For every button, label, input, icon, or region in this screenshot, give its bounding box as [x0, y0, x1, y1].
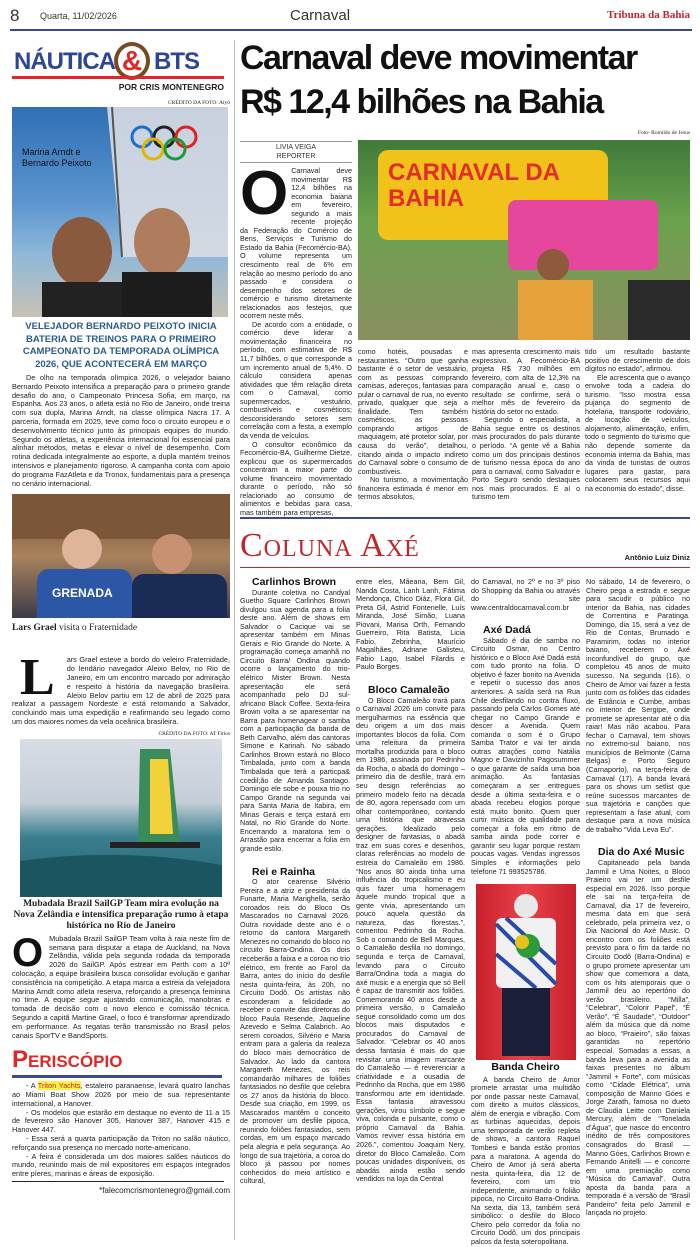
section-rule — [12, 1075, 222, 1078]
photo-credit: CRÉDITO DA FOTO: Aiyô — [168, 100, 230, 106]
caption-text: visita o Fraternidade — [56, 623, 138, 634]
note-text: , estaleiro paranaense, levará quatro lanchas ao Miami Boat Show 2026 por meio de sua representante internacional, a Hanover. — [12, 1081, 230, 1108]
photo-label: Marina Arndt e Bernardo Peixoto — [22, 147, 92, 168]
ship-wheel-icon — [114, 42, 150, 80]
nautica-column — [12, 38, 230, 1196]
drop-cap: O — [240, 159, 289, 228]
edition-date: Quarta, 11/02/2026 — [40, 11, 117, 21]
photo-caption — [12, 623, 230, 634]
paragraph: O Bloco Camaleão trará para o Carnaval 2026 um convite para mergulharmos na essência que deu origem a um dos mais importantes blocos da folia. Com uma releitura da primeira mortalha produzida para o bloco em 1986, assinada por Pedrinho da Rocha, o abadá do domingo – primeiro dia de desfile, trará em seu design referências ao primeiro modelo feito na década de 80, agora repensado com um olhar contemporâneo, contando uma história que atravessa gerações. Idealizado pelo designer de fantasias, o abadá traz em suas cores e desenhos, claras referências ao modelo de estreia do Camaleão em 1986. “Nos anos 80 ainda tinha uma influência do tropicalismo e eu quis fazer uma homenagem àquele mundo tropical que a gente vivia, apresentando um pouco aquela questão da natureza, das florestas.”, comentou Pedrinho da Rocha. Sob o comando de Bell Marques, o Camaleão desfila no domingo, segunda e terça de Carnaval, levando para o Circuito Barra/Ondina toda a magia do axé music e a energia que só Bell é capaz de transmitir aos foliões. Comemorando 40 anos desde a primeira versão, o Camaleão segue consolidado como um dos blocos mais disputados e procurados do Carnaval de Salvador. “Celebrar os 40 anos dessa fantasia é mais do que revisitar uma imagem marcante do Camaleão — é reverenciar a criatividade e a ousadia de Pedrinho da Rocha, que em 1986 transformou arte em identidade. Essa fantasia atravessou gerações, virou símbolo e segue viva, colorida e pulsante, como o próprio Carnaval da Bahia. Vamos reviver essa história em 2026.”, comentou Joaquim Nery, diretor do Bloco Camaleão. Com poucas unidades disponíveis, os abadás ainda estão sendo vendidos na loja da Central — [356, 695, 465, 1184]
header-rule — [10, 29, 692, 31]
note-item: - Essa será a quarta participação da Triton no salão náutico, reforçando sua presença no mercado norte-americano. — [12, 1134, 230, 1152]
sailgp-boat-photo — [20, 739, 222, 897]
paragraph: Durante coletiva no Candyal Guetho Square Carlinhos Brown divulgou sua agenda para a folia deste ano. Além de shows em Salvador o Cacique vai se apresentar também em Minas Gerais e Rio Grande do Norte. A programação começa amanhã no Circuito Barra/ Ondina quando ocorre o lançamento do trio-elétrico Mister Brown. Nesta apresentação ele será acompanhado pelo DJ sul-africano Black Coffee. Sexta-feira Brown volta a se aparesentar na Barra para homenagear o samba com a participação da banda de Beth Carvalho, além das cantoras Simone e Karinah. No sábado Carlinhos Brown estará no Bloco Timbalada, junto com a banda Timbalada que terá a particpa& ccedil;ão de Amanda Santiago. Domingo ele sobe e pouxa trio no Campo Grande na segunda vai para Santa Maria de Itabira, em Minas Gerais e terça estará em Natal, no Rio Grande do Norte. Encerrando a maratona tem o Arrastão para encerrar a folia em grande estilo. — [240, 587, 350, 853]
paragraph: do Carnaval, no 2º e no 3º piso do Shopping da Bahia ou através do site www.centraldocarnaval.com.br — [471, 577, 580, 612]
sail-graphic — [12, 107, 228, 317]
photo-credit: Foto- Romildo de Jesus — [637, 130, 690, 136]
headline-line: R$ 12,4 bilhões na Bahia — [240, 83, 603, 121]
subheading: Bloco Camaleão — [368, 684, 450, 697]
section-title: Carnaval — [290, 7, 351, 24]
lars-grael-photo — [12, 494, 230, 618]
paragraph: O ator cearense Silvério Pereira e a atriz e presidenta da Funarte, Maria Marighella, serão coroados reis do Bloco Os Mascarados no Carnaval 2026. Outra novidade deste ano é o retorno da cantora Margareth Menezes no comando do bloco no circuito Barra-Ondina. Os dois receberão a faixa e a coroa no trio elétrico, em frente ao Farol da Barra, antes do início do desfile nesta quinta-feira, às 20h, no Circuito Dodô. Os artistas não esconderam a felicidade ao receber o convite das diretoras do bloco Paula Resende, Jaqueline Azevedo e Selma Calabrich. Ao serem coroados, Silvério e Maria entram para a galeria da realeza do bloco mais democrático de Salvador. Ao lado da cantora Margareth Menezes, os reis comandarão milhares de foliões fantasiados no desfile que celebra os 27 anos da história do bloco. Desde sua criação, em 1999, os Mascarados mantêm o conceito de promover um desfile pipoca, reunindo foliões fantasiados, sem cordas, em um espaço marcado pela alegria e pela segurança. Ao longo de sua trajetória, a coroa do bloco já passou por nomes conhecidos do meio artístico e cultural, — [240, 877, 350, 1186]
note-item: - Os modelos que estarão em destaque no evento de 11 a 15 de fevereiro são Hanover 305, Hanover 387, Hanover 415 e Hanover 447. — [12, 1107, 230, 1135]
paragraph: Carnaval deve movimentar R$ 12,4 bilhões na economia baiana em fevereiro, segundo a mais recente projeção da Federação do Comércio de Bens, Serviços e Turismo do Estado da Bahia (Fecomércio-BA). O volume representa um crescimento real de 6% em relação ao mesmo período do ano passado e considera o desempenho dos setores de comércio e turismo diretamente relacionados aos festejos, que ocorrem neste mês. — [240, 166, 352, 321]
costume-graphic — [476, 884, 576, 1060]
boat-graphic — [20, 739, 222, 897]
title-rule — [240, 567, 690, 568]
drop-cap: O — [12, 930, 44, 975]
paragraph: Sábado é dia de samba no Circuito Osmar, no Centro histórico e o Bloco Axé Dadá está com tudo pronto na folia. O objetivo é fazer bonito na Avenida e repetir o sucesso dos anos anteriores. A saída será na Rua Chile desfilando no contra fluxo, passando pela Carlos Gomes até chegar no Campo Grande e descer a Avenida. Quem comanda o som é o Grupo Samba Trator e vai ter ainda outras atrações como Natália Magno e Davizinho Pagosummer o que garante de saída uma boa animação. As fantasias começaram a ser entregues desde a última sexta-feira e o abada recebeu elogios porque está muito bonito. Quem quer curtir música de qualidade para começar a folia em ritmo de samba ainda pode correr e garantir seu lugar porque restam poucas vagas. Vendas ingressos Simples e informações pelo telefone 71 993525786. — [471, 635, 580, 876]
column-divider — [234, 40, 235, 1240]
column-author: Antônio Luiz Diniz — [624, 553, 690, 562]
photo-sign-text: CARNAVAL DA BAHIA — [388, 159, 560, 212]
sailors-photo — [12, 107, 228, 317]
paragraph: O consultor econômico da Fecomércio-BA, Guilherme Dietze, explicou que os supermercados concentram a maior parte do volume financeiro movimentado durante o período, não só relacionado ao consumo de alimentos e bebidas para casa, mas também para empresas, — [240, 439, 352, 517]
contact-email[interactable]: *falecomcrismontenegro@gmail.com — [99, 1186, 230, 1196]
note-prefix: - A — [26, 1081, 38, 1091]
paragraph: entre eles, Mãeana, Bem Gil, Nanda Costa, Lanh Lanh, Fátima Mendonça, Chico Diáz, Flora Gil, Preta Gil, Astrid Fontenelle, Luís Miranda, José Simão, Luana Piovani, Marisa Orth, Fernando Guerreiro, Rita Batista, Licia Fabio, Zebrinha, Maurício Magalhães, Adriane Galisteu, Fabio Lago, Isabel Filardis e Paulo Borges. — [356, 577, 465, 672]
axe-column-2 — [356, 578, 465, 1184]
author-role: REPORTER — [276, 153, 316, 160]
article-body — [12, 649, 230, 726]
logo-left: NÁUTICA — [14, 48, 115, 75]
subheading: Axé Dadá — [483, 624, 531, 637]
article-headline: VELEJADOR BERNARDO PEIXOTO INICIA BATERIA DE TREINOS PARA O PRIMEIRO CAMPEONATO DA TEMPORADA OLÍMPICA 2026, QUE ACONTECERÁ EM MARÇO — [22, 321, 220, 370]
shirt-text: GRENADA — [52, 586, 113, 601]
main-headline — [240, 36, 692, 124]
article-column-3 — [472, 348, 580, 502]
page-number: 8 — [10, 6, 20, 25]
author-name: LIVIA VEIGA — [275, 144, 317, 151]
paragraph: tido um resultado bastante positivo de crescimento de dois dígitos no estado”, afirmou. — [585, 347, 690, 374]
paragraph: Ele acrescenta que o avanço envolve toda a cadeia do turismo. “Isso mostra essa pujança do segmento de hotelaria, transporte rodoviário, de locação de veículos, alojamento, alimentação, enfim, todo o segmento do turismo que não depende somente da economia interna da Bahia, mas da vinda de turistas de outros lugares para gastar, para colocarem seus recursos aqui na economia do estado”, disse. — [585, 372, 690, 493]
divider — [12, 1181, 224, 1182]
paragraph: No turismo, a movimentação financeira estimada é menor em termos absolutos, — [358, 475, 468, 502]
subheading: Rei e Rainha — [252, 865, 316, 878]
paragraph: Mubadala Brazil SailGP Team volta à raia neste fim de semana para disputar a etapa de Auckland, na Nova Zelândia, válida pela segunda rodada da temporada 2026 do SailGP. Após estrear em Perth com a 10ª colocação, a equipe brasileira busca consolidar evolução e ganhar consistência na competição. A etapa marca a estreia da velejadora Marina Arndt como atleta reserva, reforçando a presença feminina no time. A equipe segue ajustando comunicação, manobras e tomada de decisão com o novo elenco e comissão técnica. Segundo a capitã Martine Grael, o foco é transformar aprendizado em performance. As regatas terão transmissão no Brasil pelos canais SporTV e BandSports. — [12, 933, 230, 1040]
headline-line: Carnaval deve movimentar — [240, 39, 637, 77]
column-byline: POR CRIS MONTENEGRO — [118, 82, 224, 92]
nautica-bts-logo — [12, 38, 226, 96]
paragraph: Capitaneado pela banda Jammil e Uma Noites, o Bloco Praieiro vai ter um desfile especial em 2026. Isso porque ele sai na terça-feira de Carnaval, dia 17 de fevereiro, mesma data em que será celebrado, pela primeira vez, o Dia Nacional do Axé Music. O encontro com os foliões está previsto para o fim da tarde no Circuito Dodô (Barra-Ondina) e o grupo promete apresentar um show que comemora a data, com os hits atemporais que o Jammil deu ao repertório do verão brasileiro. “Milla”, “Celebrar”, “Colorir Papel”, “É Verão”, “É Saudade”, “Outdoor” além da música que dá nome ao bloco, “Praieiro”, são faixas garantidas no repertório especial. Somadas a essas, a banda leva para a avenida as faixas presentes no álbum “Jammil + Forte”, com músicas como “Cidade Elétrica”, uma composição de Manno Góes e Jorge Zarath, famosa no dueto de Claudia Leitte com Daniela Mercury, além de “Tonelada d’Água”, que nasce do encontro inédito de três compositores consagrados do Brasil — Manno Góes, Carlinhos Brown e Fernando Anitelli — e concorre em uma premiação como “Música do Carnaval”. Outra aposta da banda para a temporada é a versão de “Brasil Pandeiro” feita pelo Jammil e lançada no projeto. — [586, 857, 690, 1218]
banda-cheiro-photo — [476, 884, 576, 1060]
periscopio-notes — [12, 1082, 230, 1179]
axe-column-3 — [471, 578, 580, 1247]
drop-cap: L — [20, 649, 55, 707]
periscopio-title: Periscópio — [12, 1046, 123, 1074]
axe-column-4 — [586, 578, 690, 1218]
article-body — [12, 374, 230, 488]
note-item: - A feira é considerada um dos maiores salões náuticos do mundo, reunindo mais de mil expositores em espaços integrados entre píeres, marinas e áreas de exposição. — [12, 1151, 230, 1179]
paragraph: A banda Cheiro de Amor promete arrastar uma multidão por onde passar neste Carnaval, com direito a muitos clássicos, além de energia e vibração. Com as turbinas aquecidas, depois uma temporada de verão repleta de shows, a cantora Raquel Tombesi e banda estão prontos para a maratona. A agenda do Cheiro de Amor já será aberta nesta quinta-feira, dia 12 de fevereiro, com um trio independente, animando o folião pipoca, no Circuito Barra-Ondina. Na sexta, dia 13, também será simbólico: o desfile do Bloco Cheiro pelo corredor da folia no Circuito Dodô, um dos principais palcos da festa soteropolitana. — [471, 1074, 580, 1246]
paragraph: De olho na temporada olímpica 2026, o velejador baiano Bernardo Peixoto intensifica a preparação para o primeiro grande desafio do ano, o Campeonato Princesa Sofia, em março, na Espanha. Aos 23 anos, o atleta está no Rio de Janeiro, onde treina com sua dupla, Marina Arndt, na classe olímpica Nacra 17. A parceria, formada em 2025, teve como foco o circuito europeu e o desenvolvimento técnico junto às principais equipes do mundo. Segundo os atletas, a experiência internacional foi essencial para alinhar métodos, metas e elevar o nível de desempenho. Com rotina dedicada integralmente ao esporte, a dupla mantém treinos intensivos e planejamento rigoroso. A campanha conta com apoio do programa FazAtleta e da Tronox, fundamentais para a presença no cenário internacional. — [12, 373, 230, 488]
subheading: Carlinhos Brown — [252, 576, 337, 588]
article-column-1 — [240, 141, 352, 517]
logo-amp: & — [121, 45, 143, 76]
coluna-axe-title: Coluna Axé — [240, 527, 420, 564]
note-item — [12, 1082, 230, 1108]
newspaper-brand: Tribuna da Bahia — [607, 9, 690, 21]
paragraph: Segundo o especialista, a Bahia segue entre os destinos mais procurados do país durante o período. “A gente vê a Bahia como um dos principais destinos de turismo nessa época do ano para o carnaval, como Salvador e Porto Seguro sendo destaques nos mais procurados. E aí o turismo tem — [472, 415, 580, 502]
logo-right: BTS — [154, 48, 199, 75]
paragraph: mas apresenta crescimento mais expressivo. A Fecomércio-BA projeta R$ 730 milhões em fevereiro, com alta de 12,3% na comparação anual e, caso o resultado se confirme, será o melhor mês de fevereiro da história do setor no estado. — [472, 347, 580, 416]
highlight-link[interactable]: Triton Yachts — [37, 1081, 81, 1091]
photo-caption: Banda Cheiro — [491, 1061, 560, 1074]
article-body — [12, 930, 230, 1041]
article-column-2 — [358, 348, 468, 502]
paragraph: No sábado, 14 de fevereiro, o Cheiro pega a estrada e segue para sacudir o público no interior da Bahia, nas cidades de Correntina e Paratinga. Domingo, dia 15, será a vez de Rio de Contas, Brumado e Paramirim, todas no interior baiano, receberem o Axé inconfundível do grupo, que completou 45 anos de muito sucesso. Na segunda (16), o Cheiro de Amor vai fazer a festa junto com os foliões das cidades de Estância e Cumbe, ambas no interior de Sergipe, onde promete se apresentar até o dia raiar! Mas não acabou. Para fechar o Carnaval, tem shows no extremo-sul baiano, nos municípios de Belmonte (Carna Belgas) e Porto Seguro (Carnaporto), na terça-feira de Carnaval (17). A banda levará para os shows um setlist que reúne sucessos marcantes de sua trajetória e canções que representam a fase atual, com destaque para a nova música de trabalho “Vida Leva Eu”. — [586, 577, 690, 834]
section-divider — [240, 517, 690, 519]
paragraph: De acordo com a entidade, o comércio deve liderar a movimentação financeira no período, com estimativa de R$ 11,7 bilhões, o que corresponde a um incremento anual de 5,4%. O cálculo considera apenas atividades que têm relação direta com o Carnaval, como supermercados, vestuário, combustíveis e cosméticos; desconsiderando setores sem correlação com a festa, a exemplo da venda de veículos. — [240, 319, 352, 440]
paragraph: ars Grael esteve a bordo do veleiro Fraternidade, do lendário navegador Aleixo Belov, no Rio de Janeiro, em um encontro marcado por admiração e respeito à história da navegação brasileira. Aleixo Belov partiu em 12 de abril de 2025 para realizar a passagem Nordeste e está retomando a Salvador, concluindo mais uma expedição e reafirmando seu legado como um dos maiores nomes da vela oceânica brasileira. — [12, 655, 230, 726]
photo-credit: CRÉDITO DA FOTO: AT Fitlos — [158, 730, 230, 737]
axe-column-1 — [240, 578, 350, 1186]
article-column-4 — [585, 348, 690, 493]
article-headline: Mubadala Brazil SailGP Team mira evolução na Nova Zelândia e intensifica preparação rumo à etapa histórica no Rio de Janeiro — [13, 898, 229, 931]
logo-bar — [12, 76, 224, 79]
paragraph: como hotéis, pousadas e restaurantes. “Outro que ganha bastante é o setor de vestuário, com as pessoas comprando camisas, adereços, fantasias para pular o carnaval de rua, no evento privado, qualquer que seja a finalidade. Tem também cosméticos, as pessoas comprando artigos de maquiagem, até protetor solar, por causa do verão”, detalhou, citando ainda o impacto indireto do Carnaval sobre o consumo de combustíveis. — [358, 347, 468, 476]
carnaval-photo — [358, 140, 690, 340]
subheading: Dia do Axé Music — [598, 846, 685, 859]
people-graphic — [12, 494, 230, 618]
caption-name: Lars Grael — [12, 623, 57, 634]
